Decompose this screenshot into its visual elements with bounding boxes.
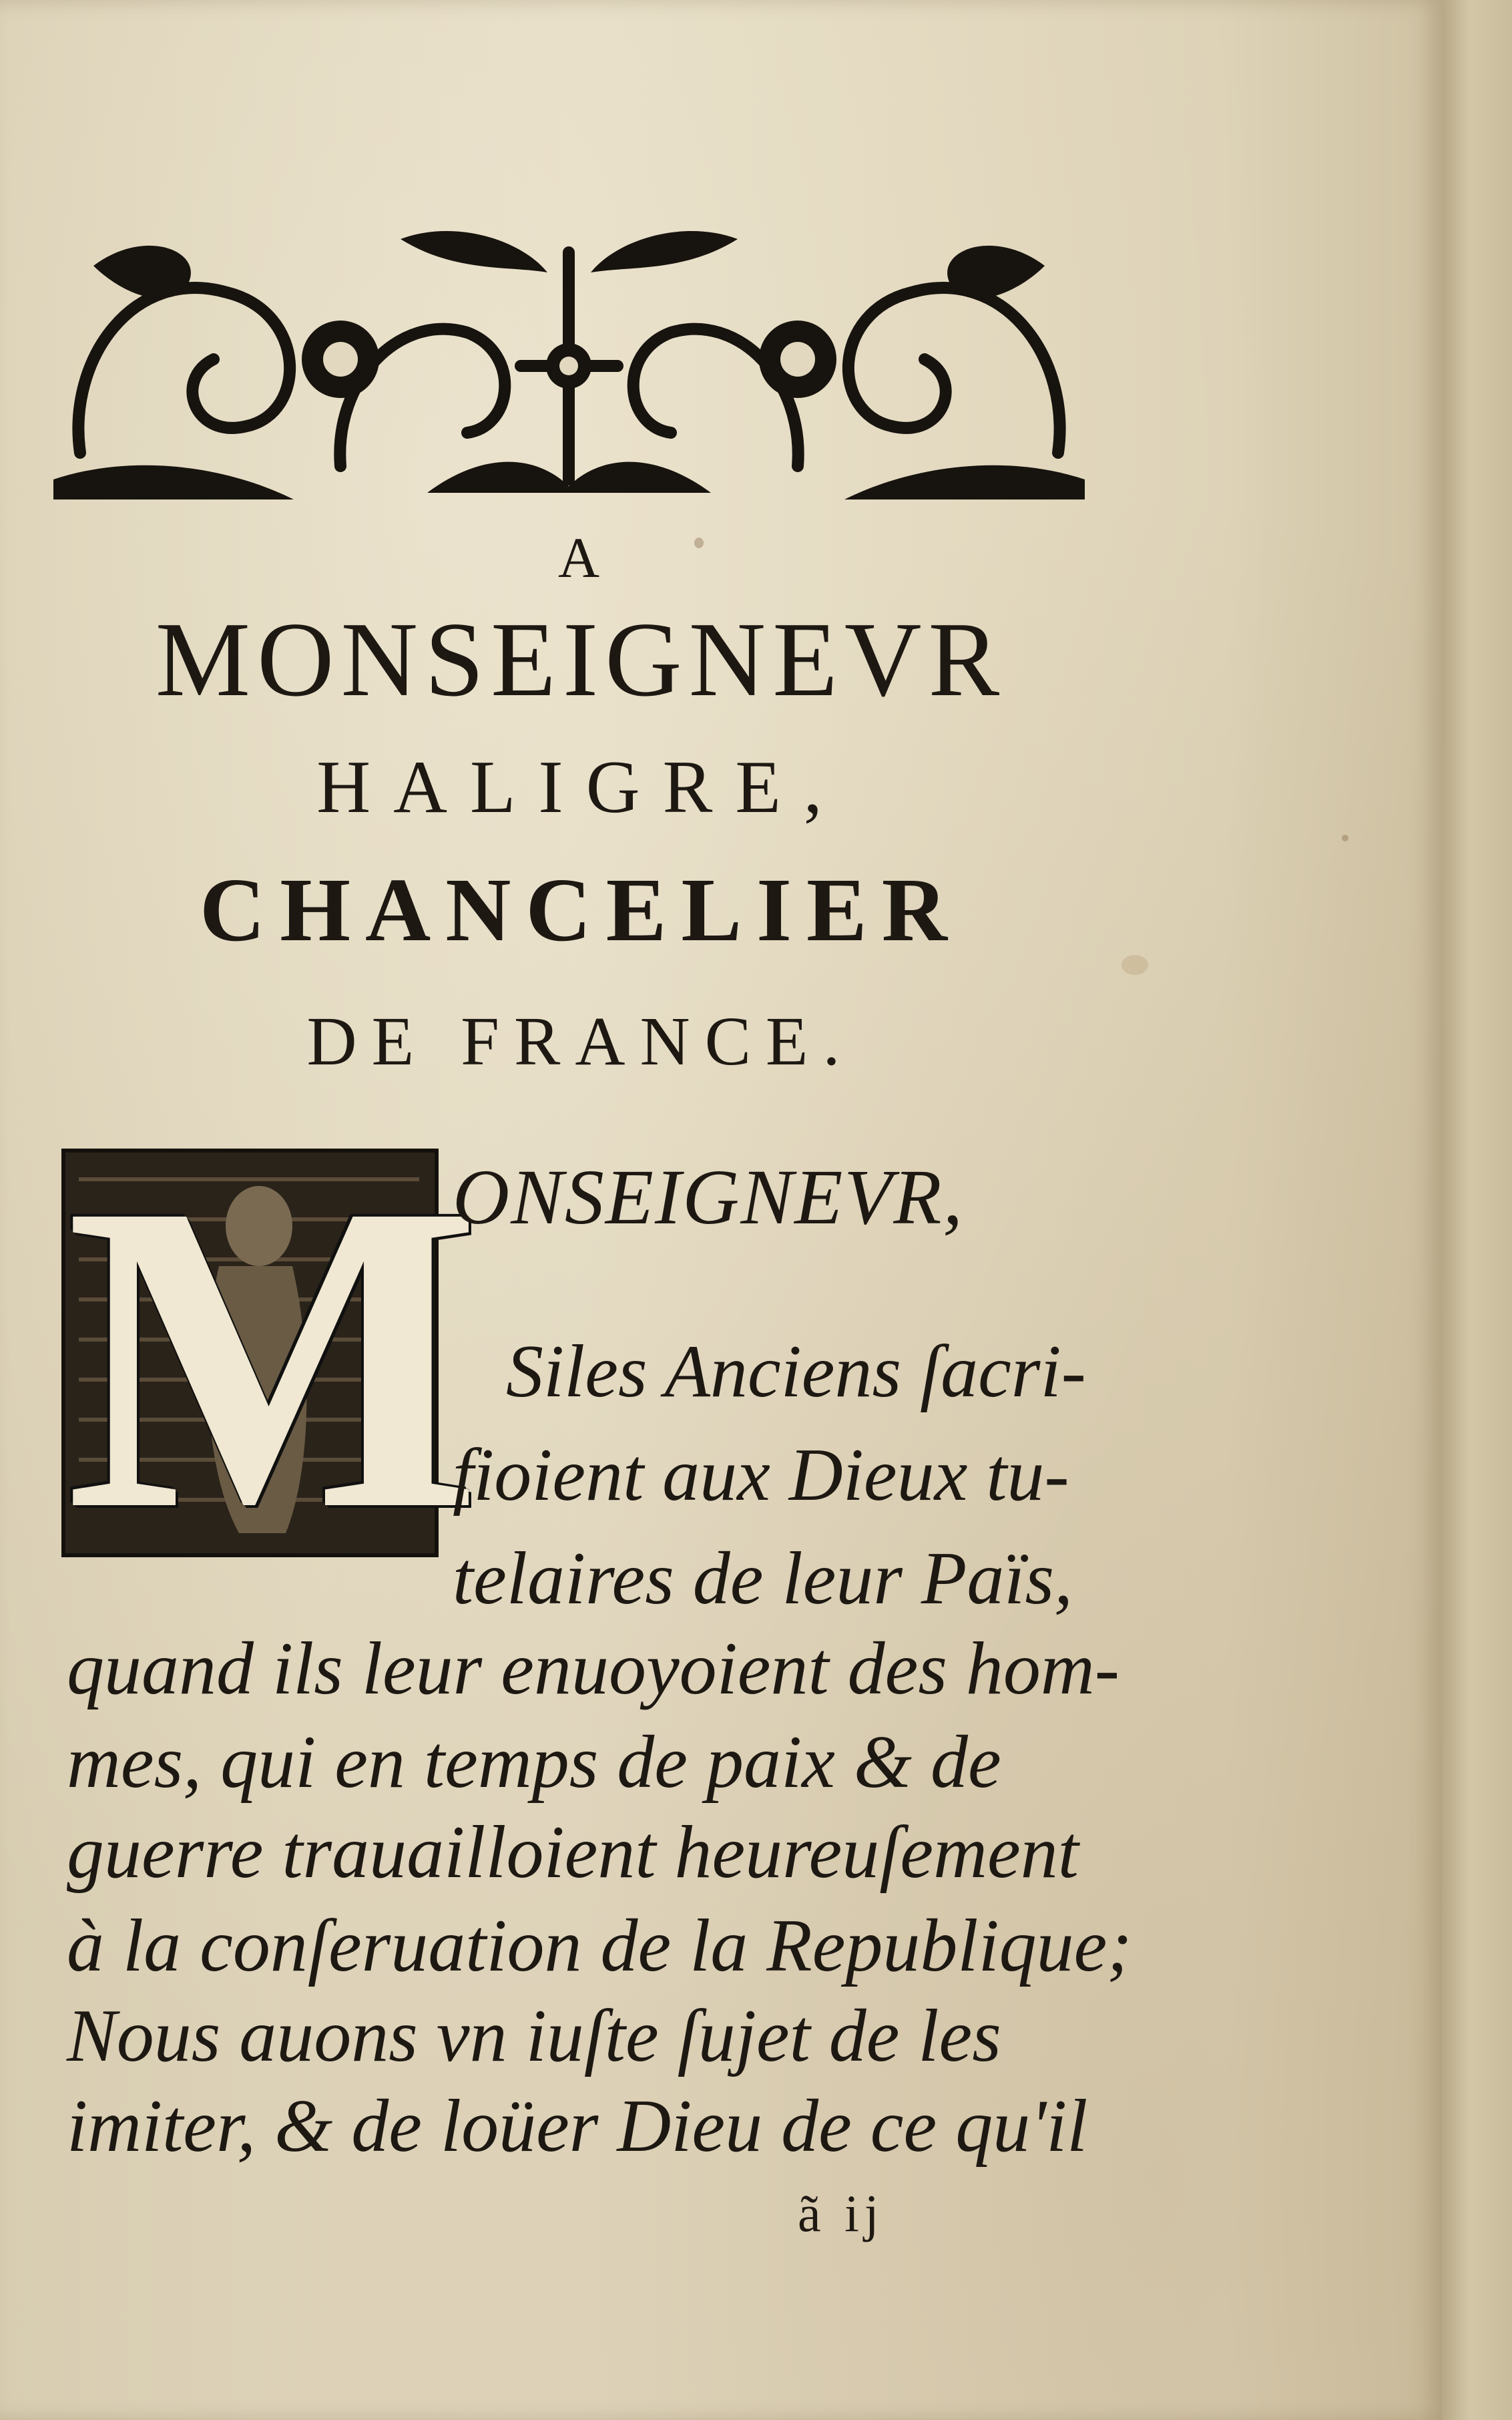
salutation: ONSEIGNEVR,: [453, 1153, 964, 1241]
woodcut-headpiece-icon: [53, 212, 1085, 506]
heading-line: HALIGRE,: [316, 746, 845, 829]
decorated-initial: [61, 1113, 481, 1601]
text-line: Nous auons vn iuſte ſujet de les: [67, 1995, 1001, 2077]
text-line: quand ils leur enuoyoient des hom-: [67, 1627, 1120, 1710]
text-line: à la conſeruation de la Republique;: [67, 1904, 1132, 1987]
foxing-spot: [1121, 955, 1148, 975]
text-line: guerre trauailloient heureuſement: [67, 1811, 1079, 1894]
ink-spot: [1342, 835, 1348, 841]
text-line: Siles Anciens ſacri-: [506, 1330, 1086, 1413]
text-line: telaires de leur Païs,: [453, 1537, 1073, 1620]
heading-line: A: [557, 526, 604, 590]
page-edge: [1442, 0, 1512, 2420]
text-line: imiter, & de loüer Dieu de ce qu'il: [67, 2085, 1088, 2168]
heading-line: MONSEIGNEVR: [155, 600, 1007, 719]
heading-line: DE FRANCE.: [306, 1003, 855, 1080]
text-line: fioient aux Dieux tu-: [453, 1434, 1069, 1517]
heading-line: CHANCELIER: [200, 860, 962, 960]
initial-letter: M: [65, 1113, 481, 1601]
signature-mark: ã ij: [798, 2184, 885, 2242]
text-line: mes, qui en temps de paix & de: [67, 1721, 1001, 1804]
